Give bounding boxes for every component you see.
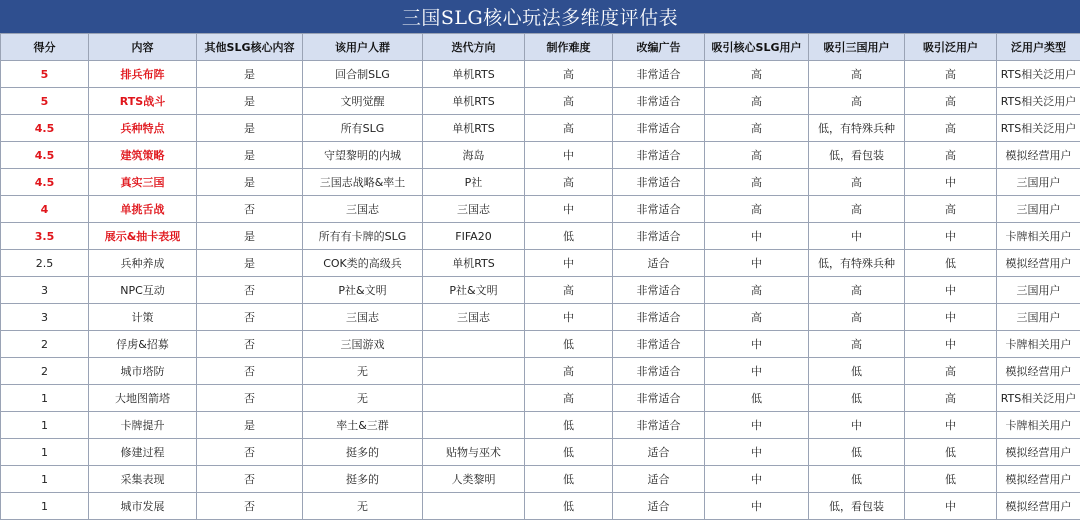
cell-score[interactable]: 2 xyxy=(1,331,89,358)
cell-attract-three-kingdoms[interactable]: 低，有特殊兵种 xyxy=(809,115,905,142)
cell-attract-general[interactable]: 高 xyxy=(905,196,997,223)
cell-score[interactable]: 4.5 xyxy=(1,142,89,169)
cell-score[interactable]: 3 xyxy=(1,304,89,331)
cell-general-user-type[interactable]: 三国用户 xyxy=(997,304,1080,331)
cell-other-slg-core[interactable]: 否 xyxy=(197,304,303,331)
cell-ad-adaptation[interactable]: 适合 xyxy=(613,439,705,466)
cell-other-slg-core[interactable]: 否 xyxy=(197,196,303,223)
cell-difficulty[interactable]: 中 xyxy=(525,142,613,169)
cell-content[interactable]: 排兵布阵 xyxy=(89,61,197,88)
table-row xyxy=(1,196,1080,223)
cell-attract-general[interactable]: 低 xyxy=(905,466,997,493)
cell-attract-core-slg[interactable]: 中 xyxy=(705,439,809,466)
cell-attract-three-kingdoms[interactable]: 高 xyxy=(809,277,905,304)
cell-difficulty[interactable]: 高 xyxy=(525,88,613,115)
cell-iteration-direction[interactable]: 单机RTS xyxy=(423,250,525,277)
cell-content[interactable]: NPC互动 xyxy=(89,277,197,304)
cell-general-user-type[interactable]: 模拟经营用户 xyxy=(997,493,1080,520)
evaluation-table xyxy=(0,33,1080,520)
cell-attract-core-slg[interactable]: 高 xyxy=(705,142,809,169)
cell-difficulty[interactable]: 低 xyxy=(525,331,613,358)
cell-iteration-direction[interactable] xyxy=(423,331,525,358)
cell-general-user-type[interactable]: 三国用户 xyxy=(997,169,1080,196)
cell-difficulty[interactable]: 高 xyxy=(525,385,613,412)
cell-iteration-direction[interactable]: 人类黎明 xyxy=(423,466,525,493)
table-row xyxy=(1,250,1080,277)
cell-attract-general[interactable]: 高 xyxy=(905,142,997,169)
cell-other-slg-core[interactable]: 否 xyxy=(197,439,303,466)
cell-ad-adaptation[interactable]: 非常适合 xyxy=(613,115,705,142)
cell-content[interactable]: 城市发展 xyxy=(89,493,197,520)
cell-content[interactable]: 大地图箭塔 xyxy=(89,385,197,412)
cell-attract-core-slg[interactable]: 中 xyxy=(705,493,809,520)
cell-content[interactable]: 俘虏&招募 xyxy=(89,331,197,358)
cell-content[interactable]: 真实三国 xyxy=(89,169,197,196)
cell-iteration-direction[interactable]: P社 xyxy=(423,169,525,196)
cell-general-user-type[interactable]: RTS相关泛用户 xyxy=(997,61,1080,88)
table-row xyxy=(1,223,1080,250)
table-row xyxy=(1,142,1080,169)
header-difficulty[interactable]: 制作难度 xyxy=(525,34,613,61)
cell-attract-three-kingdoms[interactable]: 低，看包装 xyxy=(809,493,905,520)
cell-content[interactable]: 单挑舌战 xyxy=(89,196,197,223)
cell-general-user-type[interactable]: 模拟经营用户 xyxy=(997,142,1080,169)
cell-difficulty[interactable]: 中 xyxy=(525,304,613,331)
header-content[interactable]: 内容 xyxy=(89,34,197,61)
cell-attract-three-kingdoms[interactable]: 高 xyxy=(809,331,905,358)
header-score[interactable]: 得分 xyxy=(1,34,89,61)
cell-attract-general[interactable]: 高 xyxy=(905,61,997,88)
cell-attract-general[interactable]: 中 xyxy=(905,223,997,250)
header-user-group[interactable]: 该用户人群 xyxy=(303,34,423,61)
table-row xyxy=(1,61,1080,88)
cell-ad-adaptation[interactable]: 非常适合 xyxy=(613,196,705,223)
cell-attract-core-slg[interactable]: 中 xyxy=(705,250,809,277)
cell-score[interactable]: 5 xyxy=(1,88,89,115)
cell-other-slg-core[interactable]: 否 xyxy=(197,358,303,385)
cell-difficulty[interactable]: 高 xyxy=(525,115,613,142)
cell-score[interactable]: 4.5 xyxy=(1,115,89,142)
cell-content[interactable]: 卡牌提升 xyxy=(89,412,197,439)
table-row xyxy=(1,331,1080,358)
cell-other-slg-core[interactable]: 是 xyxy=(197,250,303,277)
cell-attract-three-kingdoms[interactable]: 低，有特殊兵种 xyxy=(809,250,905,277)
header-attract-core-slg[interactable]: 吸引核心SLG用户 xyxy=(705,34,809,61)
cell-user-group[interactable]: 所有有卡牌的SLG xyxy=(303,223,423,250)
table-row xyxy=(1,115,1080,142)
cell-content[interactable]: 计策 xyxy=(89,304,197,331)
cell-content[interactable]: 城市塔防 xyxy=(89,358,197,385)
cell-attract-general[interactable]: 中 xyxy=(905,493,997,520)
cell-iteration-direction[interactable]: 海岛 xyxy=(423,142,525,169)
cell-user-group[interactable]: 守望黎明的内城 xyxy=(303,142,423,169)
cell-difficulty[interactable]: 低 xyxy=(525,439,613,466)
cell-attract-core-slg[interactable]: 中 xyxy=(705,358,809,385)
cell-general-user-type[interactable]: 模拟经营用户 xyxy=(997,358,1080,385)
cell-score[interactable]: 1 xyxy=(1,385,89,412)
cell-user-group[interactable]: COK类的高级兵 xyxy=(303,250,423,277)
cell-attract-core-slg[interactable]: 高 xyxy=(705,88,809,115)
table-body xyxy=(1,61,1080,520)
cell-content[interactable]: RTS战斗 xyxy=(89,88,197,115)
cell-other-slg-core[interactable]: 否 xyxy=(197,493,303,520)
header-attract-three-kingdoms[interactable]: 吸引三国用户 xyxy=(809,34,905,61)
cell-difficulty[interactable]: 低 xyxy=(525,412,613,439)
table-row xyxy=(1,493,1080,520)
cell-attract-general[interactable]: 高 xyxy=(905,88,997,115)
cell-other-slg-core[interactable]: 是 xyxy=(197,142,303,169)
cell-score[interactable]: 5 xyxy=(1,61,89,88)
cell-iteration-direction[interactable]: FIFA20 xyxy=(423,223,525,250)
cell-ad-adaptation[interactable]: 非常适合 xyxy=(613,358,705,385)
cell-ad-adaptation[interactable]: 非常适合 xyxy=(613,412,705,439)
cell-general-user-type[interactable]: 模拟经营用户 xyxy=(997,250,1080,277)
cell-iteration-direction[interactable] xyxy=(423,412,525,439)
header-ad-adaptation[interactable]: 改编广告 xyxy=(613,34,705,61)
cell-user-group[interactable]: 挺多的 xyxy=(303,439,423,466)
header-iteration-direction[interactable]: 迭代方向 xyxy=(423,34,525,61)
sheet-title: 三国SLG核心玩法多维度评估表 xyxy=(0,0,1080,33)
cell-user-group[interactable]: 三国志 xyxy=(303,196,423,223)
table-row xyxy=(1,304,1080,331)
cell-difficulty[interactable]: 低 xyxy=(525,493,613,520)
cell-user-group[interactable]: 挺多的 xyxy=(303,466,423,493)
cell-content[interactable]: 展示&抽卡表现 xyxy=(89,223,197,250)
cell-ad-adaptation[interactable]: 非常适合 xyxy=(613,331,705,358)
cell-other-slg-core[interactable]: 否 xyxy=(197,466,303,493)
cell-attract-general[interactable]: 高 xyxy=(905,115,997,142)
cell-other-slg-core[interactable]: 是 xyxy=(197,88,303,115)
table-row xyxy=(1,169,1080,196)
cell-other-slg-core[interactable]: 是 xyxy=(197,412,303,439)
cell-attract-general[interactable]: 中 xyxy=(905,277,997,304)
cell-user-group[interactable]: 无 xyxy=(303,493,423,520)
cell-iteration-direction[interactable]: 单机RTS xyxy=(423,61,525,88)
cell-ad-adaptation[interactable]: 非常适合 xyxy=(613,61,705,88)
cell-iteration-direction[interactable] xyxy=(423,385,525,412)
cell-score[interactable]: 1 xyxy=(1,493,89,520)
cell-general-user-type[interactable]: RTS相关泛用户 xyxy=(997,385,1080,412)
cell-attract-core-slg[interactable]: 高 xyxy=(705,61,809,88)
cell-ad-adaptation[interactable]: 适合 xyxy=(613,493,705,520)
cell-difficulty[interactable]: 高 xyxy=(525,277,613,304)
cell-other-slg-core[interactable]: 否 xyxy=(197,385,303,412)
cell-difficulty[interactable]: 高 xyxy=(525,61,613,88)
cell-general-user-type[interactable]: 模拟经营用户 xyxy=(997,466,1080,493)
cell-iteration-direction[interactable]: 单机RTS xyxy=(423,115,525,142)
cell-attract-core-slg[interactable]: 中 xyxy=(705,331,809,358)
cell-other-slg-core[interactable]: 是 xyxy=(197,115,303,142)
cell-attract-three-kingdoms[interactable]: 中 xyxy=(809,223,905,250)
cell-difficulty[interactable]: 中 xyxy=(525,196,613,223)
cell-ad-adaptation[interactable]: 非常适合 xyxy=(613,304,705,331)
cell-ad-adaptation[interactable]: 非常适合 xyxy=(613,223,705,250)
cell-attract-core-slg[interactable]: 低 xyxy=(705,385,809,412)
cell-attract-general[interactable]: 高 xyxy=(905,358,997,385)
cell-score[interactable]: 1 xyxy=(1,439,89,466)
cell-attract-three-kingdoms[interactable]: 低 xyxy=(809,358,905,385)
cell-ad-adaptation[interactable]: 非常适合 xyxy=(613,169,705,196)
cell-ad-adaptation[interactable]: 非常适合 xyxy=(613,88,705,115)
cell-iteration-direction[interactable]: 单机RTS xyxy=(423,88,525,115)
table-row xyxy=(1,412,1080,439)
cell-iteration-direction[interactable]: 贴物与巫术 xyxy=(423,439,525,466)
cell-attract-three-kingdoms[interactable]: 低 xyxy=(809,439,905,466)
cell-attract-general[interactable]: 低 xyxy=(905,439,997,466)
cell-general-user-type[interactable]: 模拟经营用户 xyxy=(997,439,1080,466)
cell-score[interactable]: 1 xyxy=(1,466,89,493)
cell-ad-adaptation[interactable]: 非常适合 xyxy=(613,277,705,304)
cell-general-user-type[interactable]: 卡牌相关用户 xyxy=(997,331,1080,358)
cell-general-user-type[interactable]: RTS相关泛用户 xyxy=(997,88,1080,115)
cell-attract-three-kingdoms[interactable]: 高 xyxy=(809,196,905,223)
table-row xyxy=(1,466,1080,493)
cell-attract-core-slg[interactable]: 高 xyxy=(705,169,809,196)
table-row xyxy=(1,358,1080,385)
cell-difficulty[interactable]: 低 xyxy=(525,466,613,493)
cell-general-user-type[interactable]: 卡牌相关用户 xyxy=(997,223,1080,250)
cell-iteration-direction[interactable] xyxy=(423,358,525,385)
cell-attract-general[interactable]: 中 xyxy=(905,304,997,331)
cell-attract-core-slg[interactable]: 中 xyxy=(705,466,809,493)
cell-score[interactable]: 3.5 xyxy=(1,223,89,250)
cell-content[interactable]: 建筑策略 xyxy=(89,142,197,169)
cell-user-group[interactable]: 三国志 xyxy=(303,304,423,331)
cell-ad-adaptation[interactable]: 非常适合 xyxy=(613,142,705,169)
cell-attract-three-kingdoms[interactable]: 高 xyxy=(809,169,905,196)
table-row xyxy=(1,277,1080,304)
cell-attract-three-kingdoms[interactable]: 高 xyxy=(809,88,905,115)
cell-content[interactable]: 修建过程 xyxy=(89,439,197,466)
cell-attract-general[interactable]: 中 xyxy=(905,412,997,439)
cell-attract-general[interactable]: 低 xyxy=(905,250,997,277)
table-row xyxy=(1,88,1080,115)
table-row xyxy=(1,439,1080,466)
cell-iteration-direction[interactable] xyxy=(423,493,525,520)
cell-score[interactable]: 2 xyxy=(1,358,89,385)
cell-user-group[interactable]: 三国志战略&率土 xyxy=(303,169,423,196)
table-row xyxy=(1,385,1080,412)
cell-general-user-type[interactable]: 三国用户 xyxy=(997,277,1080,304)
cell-attract-general[interactable]: 高 xyxy=(905,385,997,412)
cell-attract-three-kingdoms[interactable]: 高 xyxy=(809,61,905,88)
cell-difficulty[interactable]: 高 xyxy=(525,169,613,196)
cell-iteration-direction[interactable]: 三国志 xyxy=(423,304,525,331)
cell-attract-three-kingdoms[interactable]: 低，看包装 xyxy=(809,142,905,169)
cell-general-user-type[interactable]: 卡牌相关用户 xyxy=(997,412,1080,439)
cell-attract-core-slg[interactable]: 高 xyxy=(705,196,809,223)
cell-user-group[interactable]: 所有SLG xyxy=(303,115,423,142)
header-attract-general[interactable]: 吸引泛用户 xyxy=(905,34,997,61)
cell-user-group[interactable]: P社&文明 xyxy=(303,277,423,304)
cell-other-slg-core[interactable]: 是 xyxy=(197,61,303,88)
cell-other-slg-core[interactable]: 是 xyxy=(197,169,303,196)
cell-user-group[interactable]: 无 xyxy=(303,358,423,385)
cell-content[interactable]: 兵种特点 xyxy=(89,115,197,142)
cell-attract-core-slg[interactable]: 中 xyxy=(705,223,809,250)
cell-ad-adaptation[interactable]: 适合 xyxy=(613,466,705,493)
cell-user-group[interactable]: 率土&三群 xyxy=(303,412,423,439)
cell-attract-three-kingdoms[interactable]: 低 xyxy=(809,466,905,493)
cell-score[interactable]: 4.5 xyxy=(1,169,89,196)
cell-attract-general[interactable]: 中 xyxy=(905,169,997,196)
cell-user-group[interactable]: 回合制SLG xyxy=(303,61,423,88)
cell-attract-core-slg[interactable]: 高 xyxy=(705,304,809,331)
cell-other-slg-core[interactable]: 是 xyxy=(197,223,303,250)
cell-attract-three-kingdoms[interactable]: 高 xyxy=(809,304,905,331)
cell-attract-core-slg[interactable]: 中 xyxy=(705,412,809,439)
cell-difficulty[interactable]: 低 xyxy=(525,223,613,250)
cell-ad-adaptation[interactable]: 非常适合 xyxy=(613,385,705,412)
header-general-user-type[interactable]: 泛用户类型 xyxy=(997,34,1080,61)
cell-ad-adaptation[interactable]: 适合 xyxy=(613,250,705,277)
cell-other-slg-core[interactable]: 否 xyxy=(197,277,303,304)
cell-iteration-direction[interactable]: 三国志 xyxy=(423,196,525,223)
cell-iteration-direction[interactable]: P社&文明 xyxy=(423,277,525,304)
cell-general-user-type[interactable]: RTS相关泛用户 xyxy=(997,115,1080,142)
cell-attract-core-slg[interactable]: 高 xyxy=(705,277,809,304)
cell-user-group[interactable]: 文明觉醒 xyxy=(303,88,423,115)
cell-content[interactable]: 兵种养成 xyxy=(89,250,197,277)
cell-content[interactable]: 采集表现 xyxy=(89,466,197,493)
cell-score[interactable]: 4 xyxy=(1,196,89,223)
cell-attract-general[interactable]: 中 xyxy=(905,331,997,358)
cell-difficulty[interactable]: 高 xyxy=(525,358,613,385)
header-row xyxy=(1,34,1080,61)
cell-score[interactable]: 2.5 xyxy=(1,250,89,277)
cell-difficulty[interactable]: 中 xyxy=(525,250,613,277)
cell-other-slg-core[interactable]: 否 xyxy=(197,331,303,358)
cell-score[interactable]: 1 xyxy=(1,412,89,439)
header-other-slg-core[interactable]: 其他SLG核心内容 xyxy=(197,34,303,61)
cell-user-group[interactable]: 无 xyxy=(303,385,423,412)
cell-attract-three-kingdoms[interactable]: 中 xyxy=(809,412,905,439)
cell-user-group[interactable]: 三国游戏 xyxy=(303,331,423,358)
cell-general-user-type[interactable]: 三国用户 xyxy=(997,196,1080,223)
cell-attract-core-slg[interactable]: 高 xyxy=(705,115,809,142)
cell-attract-three-kingdoms[interactable]: 低 xyxy=(809,385,905,412)
cell-score[interactable]: 3 xyxy=(1,277,89,304)
